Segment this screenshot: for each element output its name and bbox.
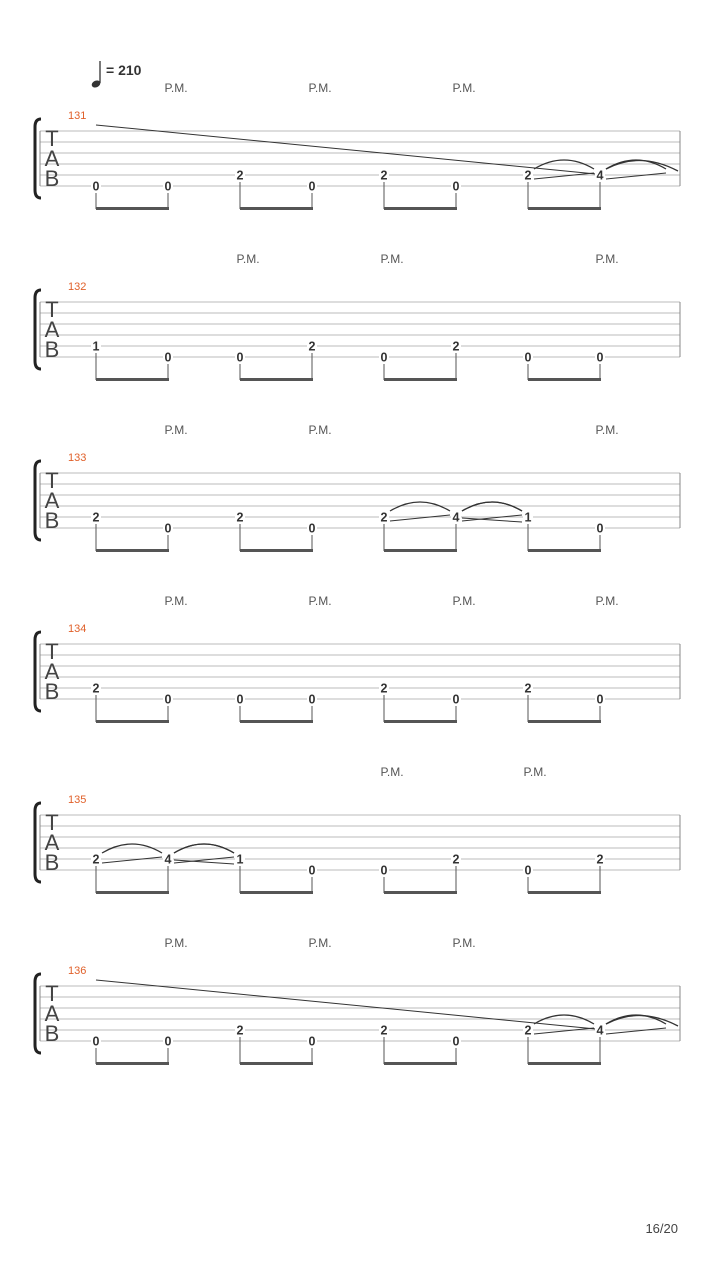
tab-clef-letter: T [45,297,59,322]
measure-number: 136 [68,965,87,977]
tab-clef-letter: T [45,810,59,835]
palm-mute-label: P.M. [595,423,619,437]
tab-clef-letter: A [44,1001,60,1026]
measure-number: 135 [68,794,87,806]
note-beam [384,891,457,894]
measure-number: 134 [68,623,87,635]
note-beam [384,1062,457,1065]
fret-number: 2 [380,681,388,696]
palm-mute-label: P.M. [380,252,404,266]
fret-number: 0 [164,521,172,536]
tab-system [35,252,680,381]
palm-mute-label: P.M. [164,936,188,950]
note-beam [240,378,313,381]
fret-number: 0 [308,863,316,878]
fret-number: 2 [236,510,244,525]
note-beam [528,891,601,894]
fret-number: 2 [92,852,100,867]
fret-number: 0 [596,692,604,707]
palm-mute-label: P.M. [308,423,332,437]
note-beam [528,1062,601,1065]
note-beam [384,549,457,552]
tempo-marking [91,61,142,89]
fret-number: 0 [308,692,316,707]
note-beam [96,1062,169,1065]
tab-clef-letter: B [44,508,60,533]
tab-clef-letter: B [44,1021,60,1046]
fret-number: 2 [524,681,532,696]
note-beam [240,891,313,894]
fret-number: 4 [164,852,172,867]
page-number: 16/20 [645,1221,678,1236]
tab-clef-letter: T [45,126,59,151]
legato-line [606,173,666,179]
legato-line [390,515,450,521]
palm-mute-label: P.M. [380,765,404,779]
tab-clef-letter: A [44,317,60,342]
palm-mute-label: P.M. [236,252,260,266]
tempo-value: = 210 [106,62,142,78]
tab-clef-letter: B [44,166,60,191]
fret-number: 0 [380,350,388,365]
fret-number: 0 [236,692,244,707]
palm-mute-label: P.M. [595,594,619,608]
note-beam [384,378,457,381]
palm-mute-label: P.M. [308,594,332,608]
tab-clef-letter: A [44,488,60,513]
fret-number: 0 [452,1034,460,1049]
measure-number: 133 [68,452,87,464]
fret-number: 0 [452,692,460,707]
measure-number: 132 [68,281,87,293]
fret-number: 2 [236,168,244,183]
fret-number: 0 [596,350,604,365]
tab-system [35,423,680,552]
fret-number: 0 [524,863,532,878]
fret-number: 0 [164,1034,172,1049]
fret-number: 2 [452,852,460,867]
tab-clef-letter: T [45,981,59,1006]
fret-number: 0 [92,179,100,194]
note-beam [240,1062,313,1065]
tab-system [35,936,680,1065]
note-beam [384,720,457,723]
fret-number: 0 [524,350,532,365]
fret-number: 2 [92,510,100,525]
fret-number: 0 [380,863,388,878]
fret-number: 2 [452,339,460,354]
legato-line [534,173,594,179]
fret-number: 0 [236,350,244,365]
fret-number: 0 [164,179,172,194]
tab-system [35,765,680,894]
palm-mute-label: P.M. [164,81,188,95]
palm-mute-label: P.M. [523,765,547,779]
tab-clef-letter: A [44,830,60,855]
palm-mute-label: P.M. [308,936,332,950]
tie-arc [606,160,678,171]
fret-number: 2 [92,681,100,696]
fret-number: 0 [164,350,172,365]
note-beam [96,720,169,723]
fret-number: 4 [452,510,460,525]
measure-number: 131 [68,110,87,122]
fret-number: 0 [308,521,316,536]
fret-number: 1 [236,852,244,867]
note-beam [96,891,169,894]
fret-number: 2 [308,339,316,354]
legato-line [102,857,162,863]
tab-clef-letter: T [45,639,59,664]
fret-number: 1 [92,339,100,354]
tab-clef-letter: B [44,679,60,704]
fret-number: 4 [596,1023,604,1038]
quarter-note-icon [91,61,102,89]
tab-clef-letter: T [45,468,59,493]
fret-number: 1 [524,510,532,525]
palm-mute-label: P.M. [164,594,188,608]
note-beam [528,207,601,210]
tab-clef-letter: A [44,146,60,171]
note-beam [96,207,169,210]
palm-mute-label: P.M. [452,936,476,950]
note-beam [240,549,313,552]
palm-mute-label: P.M. [308,81,332,95]
note-beam [528,720,601,723]
tie-arc [606,1015,678,1026]
slide-line [96,980,596,1029]
tab-clef-letter: A [44,659,60,684]
fret-number: 2 [524,1023,532,1038]
tab-clef-letter: B [44,850,60,875]
legato-line [606,1028,666,1034]
note-beam [96,378,169,381]
fret-number: 0 [308,179,316,194]
fret-number: 2 [380,168,388,183]
note-beam [240,720,313,723]
note-beam [96,549,169,552]
fret-number: 0 [452,179,460,194]
fret-number: 0 [308,1034,316,1049]
fret-number: 2 [380,1023,388,1038]
legato-line [534,1028,594,1034]
slide-line [96,125,596,174]
note-beam [384,207,457,210]
fret-number: 2 [596,852,604,867]
fret-number: 2 [236,1023,244,1038]
fret-number: 0 [596,521,604,536]
tab-system [35,81,680,210]
fret-number: 0 [92,1034,100,1049]
fret-number: 0 [164,692,172,707]
note-beam [528,378,601,381]
palm-mute-label: P.M. [452,81,476,95]
note-beam [528,549,601,552]
fret-number: 4 [596,168,604,183]
palm-mute-label: P.M. [452,594,476,608]
palm-mute-label: P.M. [595,252,619,266]
fret-number: 2 [380,510,388,525]
tab-system [35,594,680,723]
tab-clef-letter: B [44,337,60,362]
palm-mute-label: P.M. [164,423,188,437]
fret-number: 2 [524,168,532,183]
note-beam [240,207,313,210]
